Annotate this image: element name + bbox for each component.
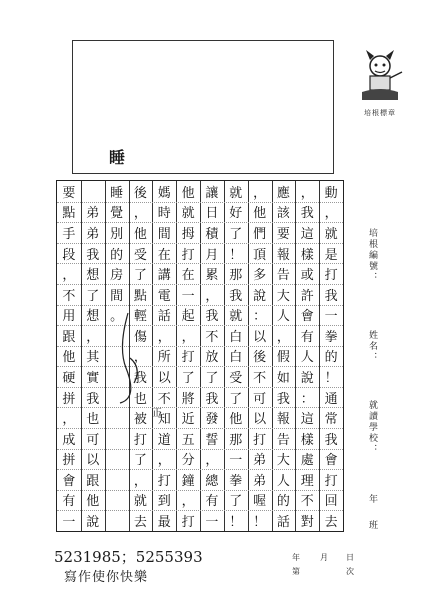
handwritten-character: 最 (157, 515, 171, 531)
handwritten-character: 。 (110, 309, 124, 325)
handwritten-character: 有 (300, 329, 314, 345)
text-column (297, 181, 317, 531)
grid-column-line (272, 181, 273, 531)
handwritten-character: 在 (181, 268, 195, 284)
handwritten-character: 如 (276, 370, 290, 386)
handwritten-character: 他 (86, 494, 100, 510)
handwritten-character: 樣 (300, 432, 314, 448)
handwritten-character: 弟 (86, 206, 100, 222)
handwritten-character (107, 407, 127, 428)
handwritten-character: 日 (205, 206, 219, 222)
handwritten-character (107, 490, 127, 511)
handwritten-character: 跟 (86, 473, 100, 489)
handwritten-character: 一 (324, 309, 338, 325)
handwritten-character: 有 (62, 494, 76, 510)
handwritten-character: 打 (324, 473, 338, 489)
handwritten-character: ， (133, 206, 147, 222)
handwritten-character: 點 (133, 288, 147, 304)
grid-column-line (105, 181, 106, 531)
handwritten-character: 被 (133, 412, 147, 428)
writing-grid (56, 180, 344, 532)
handwritten-character: 或 (300, 268, 314, 284)
handwritten-character: 睡 (110, 185, 124, 201)
handwritten-character: 後 (133, 185, 147, 201)
grid-column-line (319, 181, 320, 531)
handwritten-character: ， (253, 185, 267, 201)
handwritten-character: 分 (181, 453, 195, 469)
handwritten-character: 應 (276, 185, 290, 201)
handwritten-character: 段 (62, 247, 76, 263)
handwritten-character: 了 (181, 370, 195, 386)
handwritten-character: 他 (133, 226, 147, 242)
grid-column-line (200, 181, 201, 531)
handwritten-character: 誓 (205, 432, 219, 448)
sheet-number-label: 培根編號： (367, 228, 377, 283)
handwritten-character: 一 (229, 453, 243, 469)
handwritten-character: 累 (205, 268, 219, 284)
handwritten-character: 不 (205, 329, 219, 345)
grid-column-line (81, 181, 82, 531)
grid-column-line (152, 181, 153, 531)
slogan: 寫作使你快樂 (64, 570, 149, 585)
handwritten-character: 用 (62, 309, 76, 325)
handwritten-character: 點 (62, 206, 76, 222)
handwritten-character: 他 (181, 185, 195, 201)
handwritten-character: ！ (324, 370, 338, 386)
handwritten-character: 我 (205, 391, 219, 407)
handwritten-character: 許 (300, 288, 314, 304)
grid-column-line (176, 181, 177, 531)
handwritten-character: ， (133, 473, 147, 489)
handwritten-character: 所 (157, 350, 171, 366)
handwritten-character: 他 (253, 206, 267, 222)
handwritten-character: 鐘 (181, 473, 195, 489)
handwritten-character: 打 (157, 473, 171, 489)
handwritten-character (83, 181, 103, 202)
handwritten-character: 樣 (300, 247, 314, 263)
handwritten-character (107, 469, 127, 490)
handwritten-character (107, 449, 127, 470)
handwritten-character: 報 (276, 412, 290, 428)
handwritten-character: 後 (253, 350, 267, 366)
handwritten-character: 打 (133, 432, 147, 448)
year-label: 年 (367, 494, 377, 505)
handwritten-character: 月 (205, 247, 219, 263)
handwritten-character: 拳 (324, 329, 338, 345)
date-day: 日 (346, 553, 354, 562)
handwritten-character: 了 (229, 226, 243, 242)
handwritten-character: 報 (276, 247, 290, 263)
handwritten-character: 我 (86, 391, 100, 407)
handwritten-character: 該 (276, 206, 290, 222)
handwritten-character: 可 (253, 391, 267, 407)
handwritten-character: 去 (133, 515, 147, 531)
page-prefix: 第 (292, 567, 300, 576)
handwritten-character: 想 (86, 309, 100, 325)
handwritten-character: 實 (86, 370, 100, 386)
handwritten-character: 覺 (110, 206, 124, 222)
handwritten-character: ： (300, 391, 314, 407)
handwritten-character: 不 (300, 494, 314, 510)
handwritten-character: 以 (253, 329, 267, 345)
handwritten-character: 就 (229, 309, 243, 325)
handwritten-character: 五 (181, 432, 195, 448)
handwritten-character: 近 (181, 412, 195, 428)
handwritten-character: 動 (324, 185, 338, 201)
handwritten-character: 知 (157, 412, 171, 428)
handwritten-character: 不 (157, 391, 171, 407)
handwritten-character: 也 (133, 391, 147, 407)
handwritten-character: 房 (110, 268, 124, 284)
page-suffix: 次 (346, 567, 354, 576)
handwritten-character: 傷 (133, 329, 147, 345)
grid-column-line (248, 181, 249, 531)
teacher-comment-text: 睡 (109, 148, 126, 167)
handwritten-character: 打 (181, 515, 195, 531)
handwritten-character: 的 (324, 350, 338, 366)
handwritten-character: 受 (133, 247, 147, 263)
text-column (83, 181, 103, 531)
handwritten-character: 打 (181, 247, 195, 263)
name-label: 姓名： (367, 330, 377, 363)
text-column (154, 181, 174, 531)
handwritten-character: ！ (229, 247, 243, 263)
handwritten-character: 時 (157, 206, 171, 222)
handwritten-character: 以 (253, 412, 267, 428)
handwritten-character: 大 (276, 288, 290, 304)
handwritten-character: 回 (324, 494, 338, 510)
handwritten-character: 弟 (253, 453, 267, 469)
handwritten-character: 弟 (86, 226, 100, 242)
handwritten-character: 我 (133, 370, 147, 386)
handwritten-character: 會 (62, 473, 76, 489)
handwritten-character: 白 (229, 329, 243, 345)
handwritten-character: 通 (324, 391, 338, 407)
handwritten-character: 們 (253, 226, 267, 242)
handwritten-character: 告 (276, 432, 290, 448)
handwritten-character: 多 (253, 268, 267, 284)
text-column (226, 181, 246, 531)
handwritten-character: ， (157, 329, 171, 345)
handwritten-character: 對 (300, 515, 314, 531)
handwritten-character: 不 (62, 288, 76, 304)
correction-mark: 正 (152, 408, 162, 419)
school-label: 就讀學校： (367, 400, 377, 455)
handwritten-character: 放 (205, 350, 219, 366)
handwritten-character: 我 (276, 391, 290, 407)
handwritten-character: ， (62, 268, 76, 284)
handwritten-character: 人 (276, 309, 290, 325)
handwritten-character: 話 (276, 515, 290, 531)
handwritten-character: 將 (181, 391, 195, 407)
handwritten-character: 成 (62, 432, 76, 448)
handwritten-character: ， (276, 329, 290, 345)
handwritten-character: 就 (181, 206, 195, 222)
handwritten-character: ， (324, 206, 338, 222)
handwritten-character: 的 (276, 494, 290, 510)
handwritten-character: 常 (324, 412, 338, 428)
handwritten-character: ！ (253, 515, 267, 531)
handwritten-character: 電 (157, 288, 171, 304)
handwritten-character: 要 (62, 185, 76, 201)
handwritten-character: 他 (62, 350, 76, 366)
handwritten-character: 總 (205, 473, 219, 489)
handwritten-character: 拼 (62, 391, 76, 407)
handwritten-character: 好 (229, 206, 243, 222)
handwritten-character: 我 (300, 206, 314, 222)
grid-column-line (224, 181, 225, 531)
handwritten-character: 喔 (253, 494, 267, 510)
handwritten-character: 間 (110, 288, 124, 304)
handwritten-character: 就 (324, 226, 338, 242)
seal-caption: 培根標章 (364, 109, 396, 117)
handwritten-character: 媽 (157, 185, 171, 201)
handwritten-character: 的 (110, 247, 124, 263)
handwritten-character: 其 (86, 350, 100, 366)
text-column (250, 181, 270, 531)
handwritten-character: 跟 (62, 329, 76, 345)
handwritten-character: 受 (229, 370, 243, 386)
handwritten-character: 想 (86, 268, 100, 284)
handwritten-character: 打 (324, 268, 338, 284)
handwritten-character: ， (157, 453, 171, 469)
text-column (59, 181, 79, 531)
handwritten-character: 說 (253, 288, 267, 304)
handwritten-character: 那 (229, 268, 243, 284)
handwritten-character: 起 (181, 309, 195, 325)
mascot-seal-icon (352, 44, 408, 104)
handwritten-character: 我 (86, 247, 100, 263)
handwritten-character: 硬 (62, 370, 76, 386)
handwritten-character: 以 (157, 370, 171, 386)
handwritten-character (107, 428, 127, 449)
text-column (321, 181, 341, 531)
handwritten-character: 會 (324, 453, 338, 469)
handwritten-character: 打 (181, 350, 195, 366)
handwritten-character: 那 (229, 432, 243, 448)
handwritten-character: 是 (324, 247, 338, 263)
handwritten-character: 不 (253, 370, 267, 386)
handwritten-character: 了 (229, 494, 243, 510)
handwritten-character: 發 (205, 412, 219, 428)
teacher-comment-box (72, 40, 334, 174)
handwritten-character: 了 (86, 288, 100, 304)
grid-column-line (295, 181, 296, 531)
handwritten-character: 手 (62, 226, 76, 242)
handwritten-character: ， (133, 350, 147, 366)
handwritten-character: 人 (276, 473, 290, 489)
handwritten-character: 一 (181, 288, 195, 304)
handwritten-character: 在 (157, 247, 171, 263)
handwritten-character: 人 (300, 350, 314, 366)
handwritten-character: 我 (205, 309, 219, 325)
handwritten-character: 要 (276, 226, 290, 242)
handwritten-character: 就 (229, 185, 243, 201)
handwritten-character: 道 (157, 432, 171, 448)
handwritten-character: 拼 (62, 453, 76, 469)
handwritten-character: 去 (324, 515, 338, 531)
handwritten-character: 說 (86, 515, 100, 531)
handwritten-character: ， (300, 185, 314, 201)
text-column (273, 181, 293, 531)
handwritten-character: 了 (229, 391, 243, 407)
contact-phone: 5231985；5255393 (54, 548, 203, 566)
handwritten-character: ， (205, 453, 219, 469)
handwritten-character: 告 (276, 268, 290, 284)
handwritten-character (107, 510, 127, 531)
handwritten-character: 別 (110, 226, 124, 242)
handwritten-character: 間 (157, 226, 171, 242)
handwritten-character: 我 (324, 432, 338, 448)
handwritten-character: ， (181, 494, 195, 510)
handwritten-character: 也 (86, 412, 100, 428)
handwritten-character: ， (181, 329, 195, 345)
handwritten-character: 一 (205, 515, 219, 531)
handwritten-character: 處 (300, 453, 314, 469)
handwritten-character: 講 (157, 268, 171, 284)
handwritten-character: 了 (205, 370, 219, 386)
handwritten-character: 就 (133, 494, 147, 510)
handwritten-character: 我 (229, 288, 243, 304)
handwritten-character: 理 (300, 473, 314, 489)
handwritten-character: 了 (133, 268, 147, 284)
handwritten-character: ， (62, 412, 76, 428)
handwritten-character: 假 (276, 350, 290, 366)
correction-scribble-icon (108, 308, 148, 408)
handwritten-character: 這 (300, 226, 314, 242)
handwritten-character: 他 (229, 412, 243, 428)
handwritten-character: 拇 (181, 226, 195, 242)
handwritten-character: 可 (86, 432, 100, 448)
text-column (202, 181, 222, 531)
handwritten-character: 會 (300, 309, 314, 325)
handwritten-character: 讓 (205, 185, 219, 201)
handwritten-character: 白 (229, 350, 243, 366)
handwritten-character: ： (253, 309, 267, 325)
handwritten-character: 頂 (253, 247, 267, 263)
handwritten-character: 話 (157, 309, 171, 325)
handwritten-character: 打 (253, 432, 267, 448)
handwritten-character: ， (86, 329, 100, 345)
handwritten-character: 說 (300, 370, 314, 386)
handwritten-character: 拳 (229, 473, 243, 489)
handwritten-character: 這 (300, 412, 314, 428)
handwritten-character: ， (205, 288, 219, 304)
text-column (178, 181, 198, 531)
handwritten-character: 了 (133, 453, 147, 469)
handwritten-character: 我 (324, 288, 338, 304)
handwritten-character: 到 (157, 494, 171, 510)
handwritten-character: 有 (205, 494, 219, 510)
handwritten-character: 一 (62, 515, 76, 531)
date-year: 年 (292, 553, 300, 562)
handwritten-character: 以 (86, 453, 100, 469)
date-month: 月 (320, 553, 328, 562)
handwritten-character: 大 (276, 453, 290, 469)
handwritten-character: 積 (205, 226, 219, 242)
handwritten-character: 弟 (253, 473, 267, 489)
class-label: 班 (367, 520, 377, 531)
handwritten-character: 輕 (133, 309, 147, 325)
handwritten-character: ！ (229, 515, 243, 531)
